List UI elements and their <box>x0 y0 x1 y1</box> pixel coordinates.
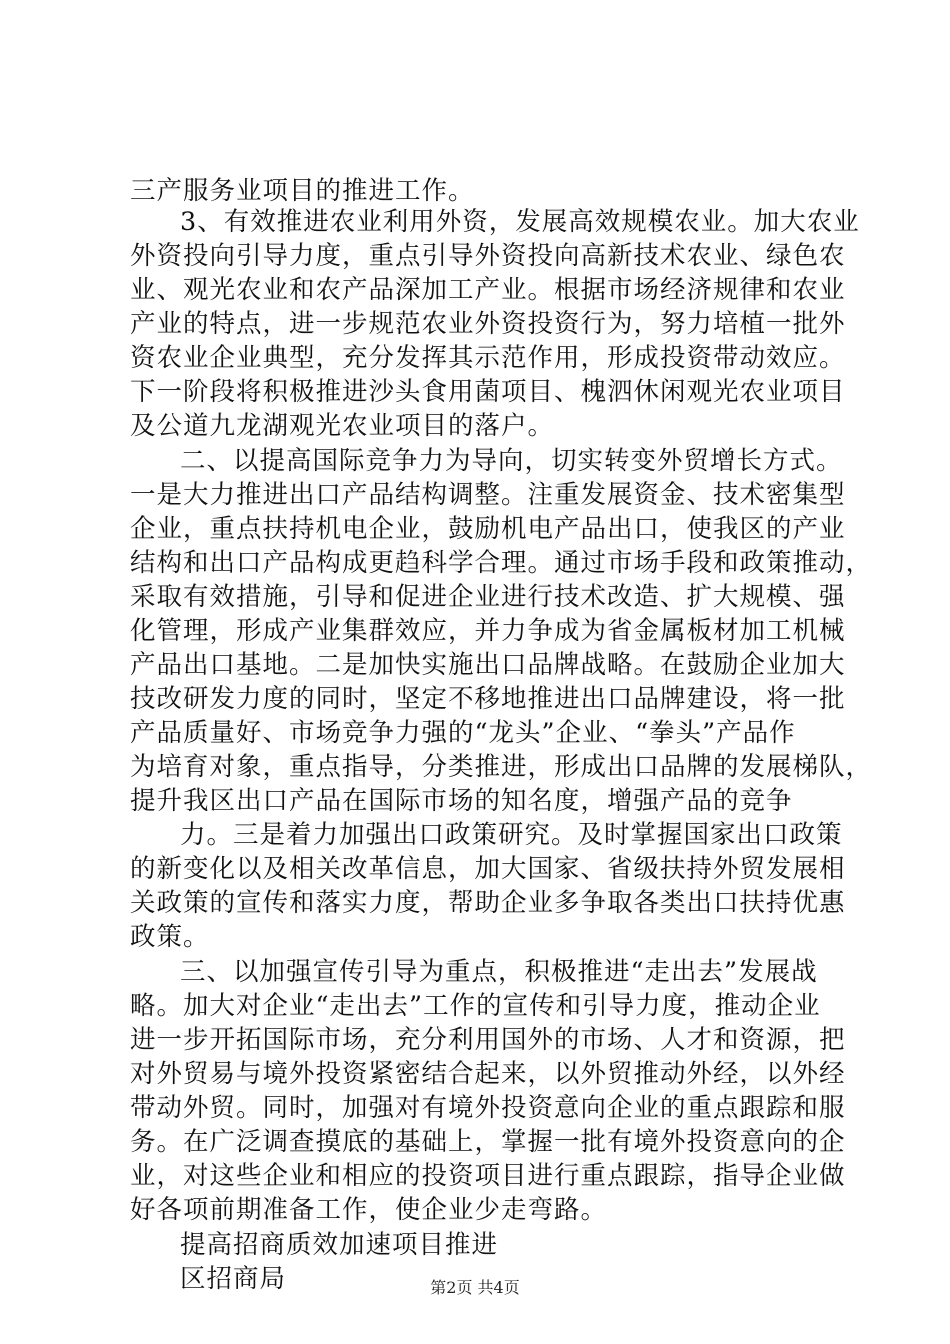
text-line: 技改研发力度的同时，坚定不移地推进出口品牌建设，将一批 <box>130 684 846 714</box>
text-line: 对外贸易与境外投资紧密结合起来，以外贸推动外经，以外经 <box>130 1059 846 1089</box>
text-line: 关政策的宣传和落实力度，帮助企业多争取各类出口扶持优惠 <box>130 888 846 918</box>
text-line: 外资投向引导力度，重点引导外资投向高新技术农业、绿色农 <box>130 241 846 271</box>
text-line: 力。三是着力加强出口政策研究。及时掌握国家出口政策 <box>180 820 843 850</box>
text-line: 业，对这些企业和相应的投资项目进行重点跟踪，指导企业做 <box>130 1161 846 1191</box>
text-line: 化管理，形成产业集群效应，并力争成为省金属板材加工机械 <box>130 616 846 646</box>
text-line: 略。加大对企业“走出去”工作的宣传和引导力度，推动企业 <box>130 991 821 1021</box>
text-line: 政策。 <box>130 922 210 952</box>
text-line: 产品质量好、市场竞争力强的“龙头”企业、“拳头”产品作 <box>130 718 796 748</box>
text-line: 3、有效推进农业利用外资，发展高效规模农业。加大农业 <box>180 207 860 237</box>
text-line: 资农业企业典型，充分发挥其示范作用，形成投资带动效应。 <box>130 343 846 373</box>
text-line: 为培育对象，重点指导，分类推进，形成出口品牌的发展梯队， <box>130 752 873 782</box>
text-line: 的新变化以及相关改革信息，加大国家、省级扶持外贸发展相 <box>130 854 846 884</box>
text-line: 产业的特点，进一步规范农业外资投资行为，努力培植一批外 <box>130 309 846 339</box>
text-line: 三产服务业项目的推进工作。 <box>130 176 475 206</box>
text-line: 好各项前期准备工作，使企业少走弯路。 <box>130 1195 608 1225</box>
text-line: 业、观光农业和农产品深加工产业。根据市场经济规律和农业 <box>130 275 846 305</box>
page-indicator: 第2页 共4页 <box>430 1278 520 1297</box>
section-heading: 提高招商质效加速项目推进 <box>180 1230 499 1260</box>
text-line: 企业，重点扶持机电企业，鼓励机电产品出口，使我区的产业 <box>130 514 846 544</box>
text-line: 提升我区出口产品在国际市场的知名度，增强产品的竞争 <box>130 786 793 816</box>
text-line: 进一步开拓国际市场，充分利用国外的市场、人才和资源，把 <box>130 1025 846 1055</box>
text-line: 二、以提高国际竞争力为导向，切实转变外贸增长方式。 <box>180 446 843 476</box>
text-line: 带动外贸。同时，加强对有境外投资意向企业的重点跟踪和服 <box>130 1093 846 1123</box>
text-line: 采取有效措施，引导和促进企业进行技术改造、扩大规模、强 <box>130 582 846 612</box>
text-line: 结构和出口产品构成更趋科学合理。通过市场手段和政策推动， <box>130 548 873 578</box>
text-line: 下一阶段将积极推进沙头食用菌项目、槐泗休闲观光农业项目 <box>130 377 846 407</box>
text-line: 一是大力推进出口产品结构调整。注重发展资金、技术密集型 <box>130 480 846 510</box>
text-line: 及公道九龙湖观光农业项目的落户。 <box>130 411 555 441</box>
text-line: 三、以加强宣传引导为重点，积极推进“走出去”发展战 <box>180 957 818 987</box>
text-line: 产品出口基地。二是加快实施出口品牌战略。在鼓励企业加大 <box>130 650 846 680</box>
author-line: 区招商局 <box>180 1264 287 1294</box>
text-line: 务。在广泛调查摸底的基础上，掌握一批有境外投资意向的企 <box>130 1127 846 1157</box>
